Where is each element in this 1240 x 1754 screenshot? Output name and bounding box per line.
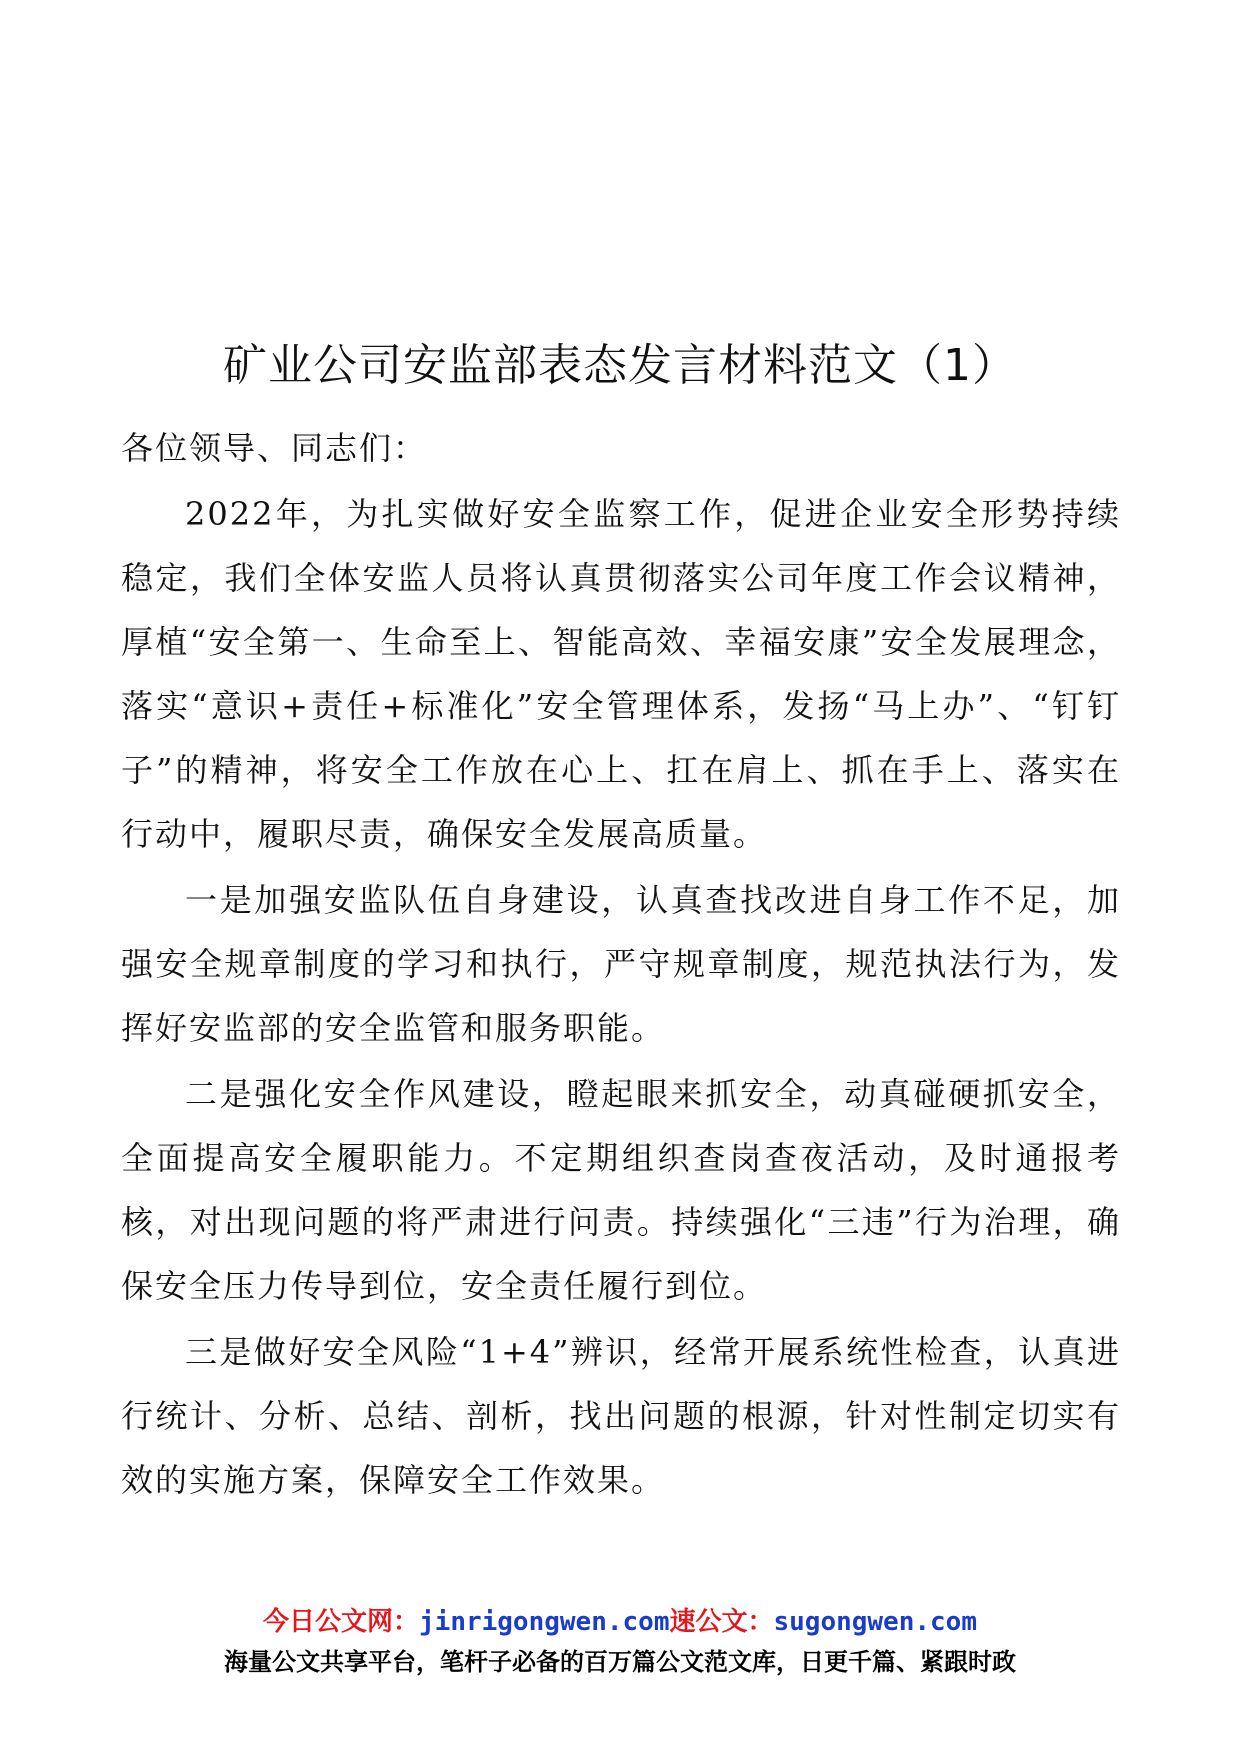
- footer-link-jinrigongwen[interactable]: jinrigongwen.com: [419, 1607, 670, 1637]
- document-title: 矿业公司安监部表态发言材料范文（1）: [223, 340, 1017, 391]
- footer-label-sugongwen: 速公文：: [669, 1607, 774, 1637]
- footer-label-jinrigongwen: 今日公文网：: [263, 1607, 420, 1637]
- paragraph-intro: 2022年，为扎实做好安全监察工作，促进企业安全形势持续稳定，我们全体安监人员将认真贯彻落实公司年度工作会议精神，厚植“安全第一、生命至上、智能高效、幸福安康”安全发展理念，落实“意识+责任+标准化”安全管理体系，发扬“马上办”、“钉钉子”的精神，将安全工作放在心上、扛在肩上、抓在手上、落实在行动中，履职尽责，确保安全发展高质量。: [121, 495, 1121, 853]
- footer-tagline: 海量公文共享平台，笔杆子必备的百万篇公文范文库，日更千篇、紧跟时政: [224, 1648, 1016, 1676]
- paragraph-point-two: 二是强化安全作风建设，瞪起眼来抓安全，动真碰硬抓安全，全面提高安全履职能力。不定期组织查岗查夜活动，及时通报考核，对出现问题的将严肃进行问责。持续强化“三违”行为治理，确保安全压力传导到位，安全责任履行到位。: [121, 1075, 1121, 1305]
- footer-banner: [0, 1604, 1240, 1682]
- salutation: 各位领导、同志们：: [121, 429, 428, 467]
- paragraph-point-three: 三是做好安全风险“1+4”辨识，经常开展系统性检查，认真进行统计、分析、总结、剖析，找出问题的根源，针对性制定切实有效的实施方案，保障安全工作效果。: [121, 1333, 1121, 1499]
- paragraph-point-one: 一是加强安监队伍自身建设，认真查找改进自身工作不足，加强安全规章制度的学习和执行，严守规章制度，规范执法行为，发挥好安监部的安全监管和服务职能。: [121, 881, 1121, 1047]
- document-body: [121, 416, 1121, 1514]
- footer-link-sugongwen[interactable]: sugongwen.com: [773, 1607, 977, 1637]
- footer-links: [0, 1604, 1240, 1640]
